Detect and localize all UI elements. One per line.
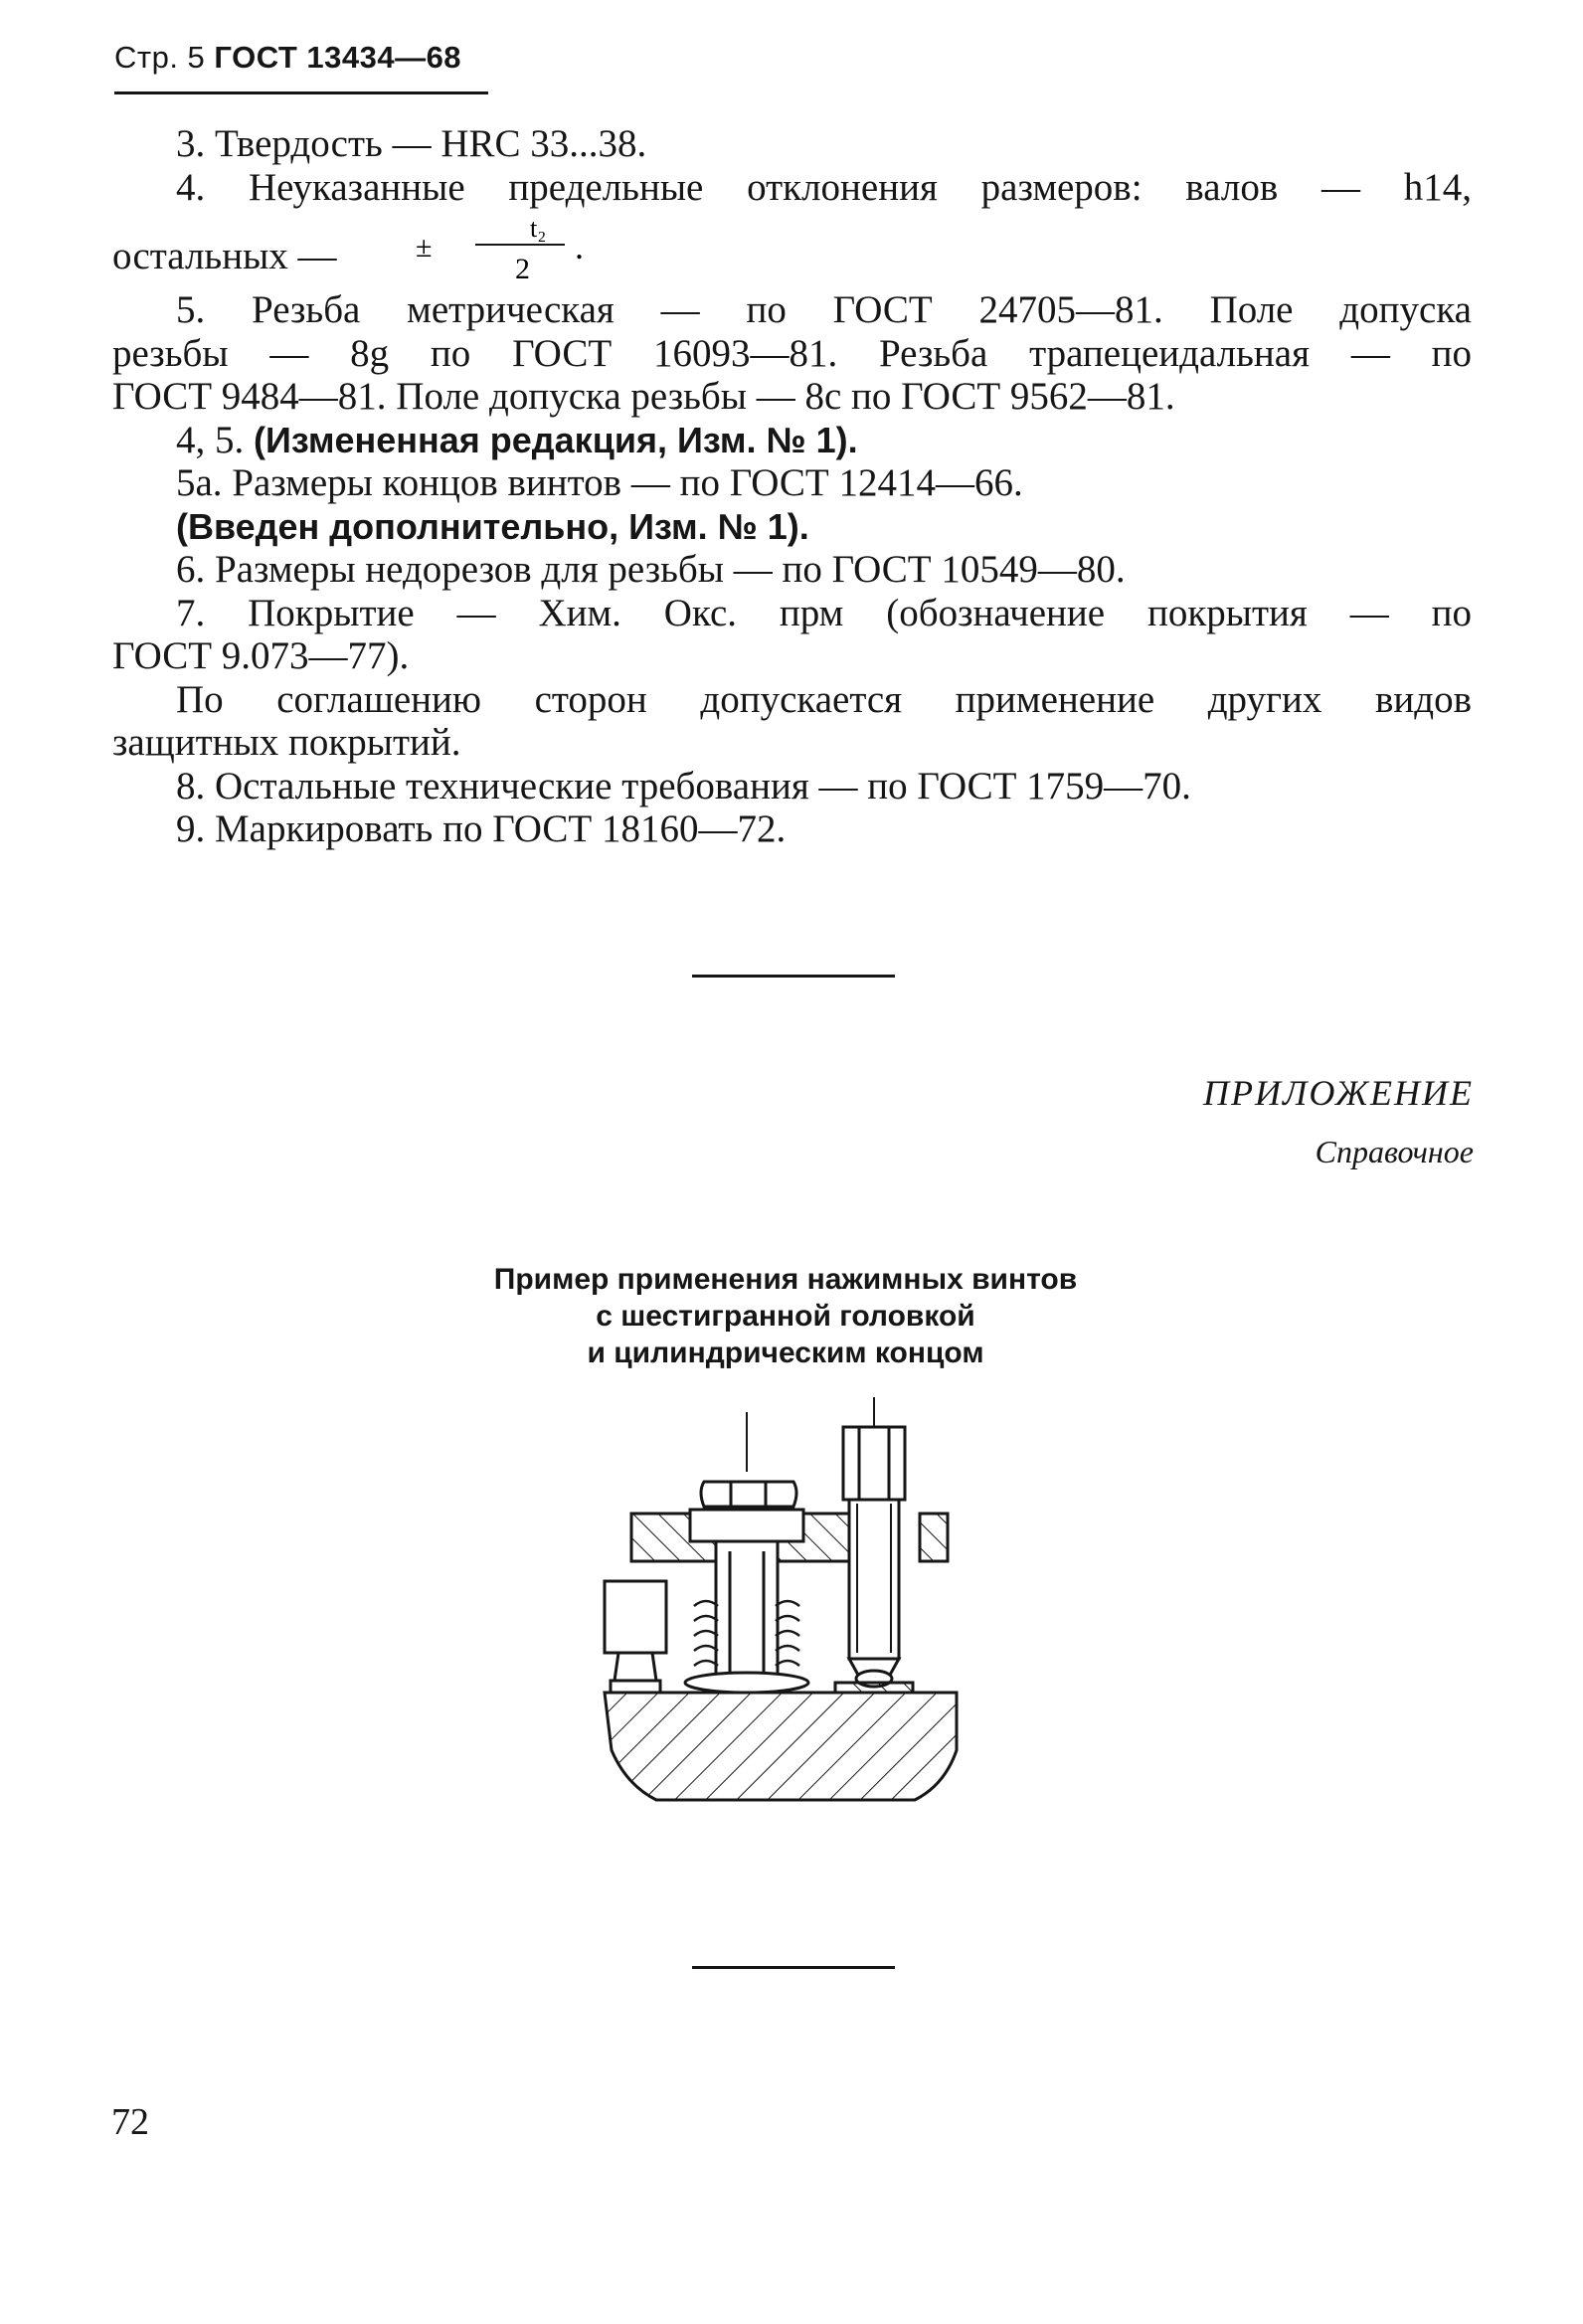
fraction-period: . — [575, 227, 584, 267]
item-8: 8. Остальные технические требования — по ГОСТ 1759—70. — [176, 764, 1191, 807]
page-header — [114, 40, 461, 76]
figure-caption-line-1: Пример применения нажимных винтов — [493, 1263, 1078, 1296]
item-5-line-2: резьбы — 8g по ГОСТ 16093—81. Резьба трапецеидальная — по — [112, 331, 1472, 375]
item-5-line-1: 5. Резьба метрическая — по ГОСТ 24705—81. Поле допуска — [176, 288, 1472, 331]
amendment-numbers: 4, 5. — [176, 418, 254, 461]
fraction-numerator: t₂ — [530, 214, 547, 243]
tolerance-fraction — [416, 209, 666, 282]
figure-caption-line-3: и цилиндрическим концом — [587, 1337, 984, 1369]
item-3: 3. Твердость — HRC 33...38. — [176, 122, 647, 165]
header-standard: ГОСТ 13434—68 — [214, 40, 462, 75]
amendment-label: (Измененная редакция, Изм. № 1). — [254, 419, 858, 460]
header-rule — [114, 91, 488, 94]
left-block — [605, 1581, 666, 1653]
amendment-note-4-5 — [112, 419, 1472, 462]
fraction-prefix: ± — [416, 231, 433, 264]
hex-screw-head — [843, 1427, 905, 1500]
item-4: 4. Неуказанные предельные отклонения размеров: валов — h14, — [176, 165, 1472, 209]
header-page-label: Стр. 5 — [114, 40, 206, 75]
appendix-subtitle: Справочное — [1315, 1134, 1474, 1169]
bolt-shank — [716, 1541, 778, 1691]
screw-assembly-drawing — [587, 1392, 974, 1810]
appendix-title: ПРИЛОЖЕНИЕ — [1203, 1073, 1474, 1113]
requirements-text — [112, 122, 1472, 851]
item-4-rest: остальных — — [112, 235, 337, 277]
figure-caption — [398, 1261, 1173, 1371]
item-7-line-2: ГОСТ 9.073—77). — [112, 634, 410, 677]
agreement-line-2: защитных покрытий. — [112, 721, 461, 764]
item-5a: 5а. Размеры концов винтов — по ГОСТ 12414—66. — [176, 461, 1023, 504]
agreement-line-1: По соглашению сторон допускается применение других видов — [176, 677, 1472, 721]
item-7-line-1: 7. Покрытие — Хим. Окс. прм (обозначение покрытия — по — [176, 591, 1472, 634]
figure-caption-line-2: с шестигранной головкой — [596, 1300, 975, 1333]
item-5-line-3: ГОСТ 9484—81. Поле допуска резьбы — 8c по ГОСТ 9562—81. — [112, 375, 1175, 418]
appendix-heading — [1203, 1072, 1474, 1170]
item-6: 6. Размеры недорезов для резьбы — по ГОСТ 10549—80. — [176, 548, 1126, 591]
page-number: 72 — [111, 2101, 149, 2143]
section-divider-top — [692, 975, 895, 978]
section-divider-bottom — [692, 1966, 895, 1969]
item-9: 9. Маркировать по ГОСТ 18160—72. — [176, 807, 787, 850]
item-4-continuation — [112, 209, 1472, 282]
base-plate — [605, 1693, 957, 1800]
bolt-head — [701, 1482, 796, 1507]
introduced-note: (Введен дополнительно, Изм. № 1). — [176, 505, 809, 547]
fraction-denominator: 2 — [515, 253, 530, 282]
